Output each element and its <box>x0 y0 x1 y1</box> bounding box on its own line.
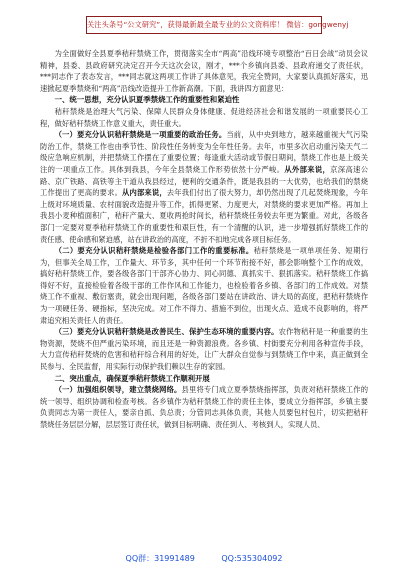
paragraph-5-text: 农作物秸秆是一种重要的生物资源，焚烧不但严重污染环境，而且还是一种资源浪费。各乡镇、村街要充分利用各种宣传手段，大力宣传秸秆焚烧的危害和秸秆综合利用的好处，让广大群众自觉参与到禁烧工作中来，真正做到全民参与、全民监督，用实际行动保护我们赖以生存的家园。 <box>40 327 369 372</box>
paragraph-6 <box>40 384 368 430</box>
intro-paragraph: 为全面做好全县夏季秸秆禁烧工作，贯彻落实全市“两高”沿线环境专项整治“百日会战”动员会议精神，县委、县政府研究决定召开今天这次会议，刚才，***个乡镇向县委、县政府递交了责任状，***同志作了表态发言，***同志就这两项工作讲了具体意见，我完全赞同，大家要认真抓好落实，迅速掀起夏季禁烧和“两高”沿线改造提升工作新高潮。下面，我讲四方面意见： <box>40 49 368 93</box>
document-body <box>40 48 368 542</box>
paragraph-3-text-a: 当前，从中央到地方，越来越重视大气污染防治工作，禁烧工作也由季节性、阶段性任务转变为全年性任务。去年，市里多次启动重污染天气二级应急响应机制，并把禁烧工作摆在了重要位置；每逢重大活动或节假日期间，禁烧工作也是上级关注的一项重点工作。具体到我县，今年全县禁烧工作形势依然十分严峻。 <box>40 130 368 174</box>
subheading-5: （三）要充分认识秸秆禁烧是改善民生、保护生态环境的重要内容。 <box>54 327 279 337</box>
paragraph-3-text-c: 去年我们付出了很大努力，却仍然出现了几起焚烧现象，今年上级对环境质量、农村面貌改造提升等工作，抓得更紧、力度更大，对禁烧的要求更加严格。再加上我县小麦种植面积广，秸秆产量大、夏收两抢时间长，秸秆禁烧任务较去年更为繁重。对此，各级各部门一定要对夏季秸秆禁烧工作的重要性和艰巨性，有一个清醒的认识，进一步增强抓好禁烧工作的责任感、使命感和紧迫感，站在讲政治的高度，不折不扣地完成各项目标任务。 <box>40 188 369 244</box>
paragraph-3-text-b: 京深高速公路、京广铁路、高铁等主干道从我县经过，便利的交通条件，既是我县的一大优势，也给我们的禁烧工作提出了更高的要求。 <box>40 164 369 198</box>
paragraph-3-lead-internal: 从内部来说， <box>122 188 167 198</box>
section-heading-2: 二、突出重点，确保夏季秸秆禁烧工作顺利开展 <box>54 373 210 383</box>
paragraph-4 <box>40 245 368 326</box>
qq-group-text: QQ群：31991489 <box>125 554 195 563</box>
subheading-4: （二）要充分认识秸秆禁烧是检验各部门工作的重要标准。 <box>54 246 254 256</box>
paragraph-3 <box>40 129 368 245</box>
subheading-6: （一）加强组织领导，建立禁烧网络。 <box>54 385 182 395</box>
paragraph-6-text: 县里将专门成立夏季禁烧指挥部，负责对秸秆禁烧工作的统一领导、组织协调和检查考核。各乡镇作为秸秆禁烧工作的责任主体，要成立分指挥部，乡镇主要负责同志为第一责任人，要亲自抓、负总责；分管同志具体负责，其他人员要包村包片，切实把秸秆禁烧任务层层分解，层层签订责任状，做到目标明确、责任到人、考核到人，实现人员、 <box>40 385 369 429</box>
paragraph-3-lead-external: 从外部来说， <box>284 164 331 174</box>
paragraph-4-text: 秸秆禁烧是一项单项任务、短期行为，但事关全局工作，工作量大、环节多，其中任何一个环节衔接不好，都会影响整个工作的成效，搞好秸秆禁烧工作，要各级各部门干部齐心协力、同心同德、真抓实干、狠抓落实。秸秆禁烧工作搞得好不好，直接检验着各级干部的工作作风和工作能力，也检验着各乡镇、各部门的工作成效。对禁烧工作不重视、敷衍塞责，就会出现问题，各级各部门要站在讲政治、讲大局的高度，把秸秆禁烧作为一项硬任务、硬指标，坚决完成。对工作不得力、措施不到位，出现火点、造成不良影响的，将严肃追究相关责任人的责任。 <box>40 246 369 325</box>
subheading-3: （一）要充分认识秸秆禁烧是一项重要的政治任务。 <box>54 130 227 140</box>
qq-text: QQ:535304092 <box>221 554 283 563</box>
promo-banner <box>86 16 349 34</box>
paragraph-5 <box>40 326 368 372</box>
promo-banner-text: 关注头条号“公文研究”，获得最新最全最专业的公文资料库！ 微信：gongwenyj <box>87 20 349 29</box>
section-heading-1: 一、统一思想，充分认识夏季禁烧工作的重要性和紧迫性 <box>54 95 240 105</box>
paragraph-2: 秸秆禁烧是治理大气污染、保障人民群众身体健康、促进经济社会和谐发展的一项重要民心工程，做好秸秆禁烧工作意义重大，责任重大。 <box>40 106 368 128</box>
contact-footer <box>0 552 408 566</box>
